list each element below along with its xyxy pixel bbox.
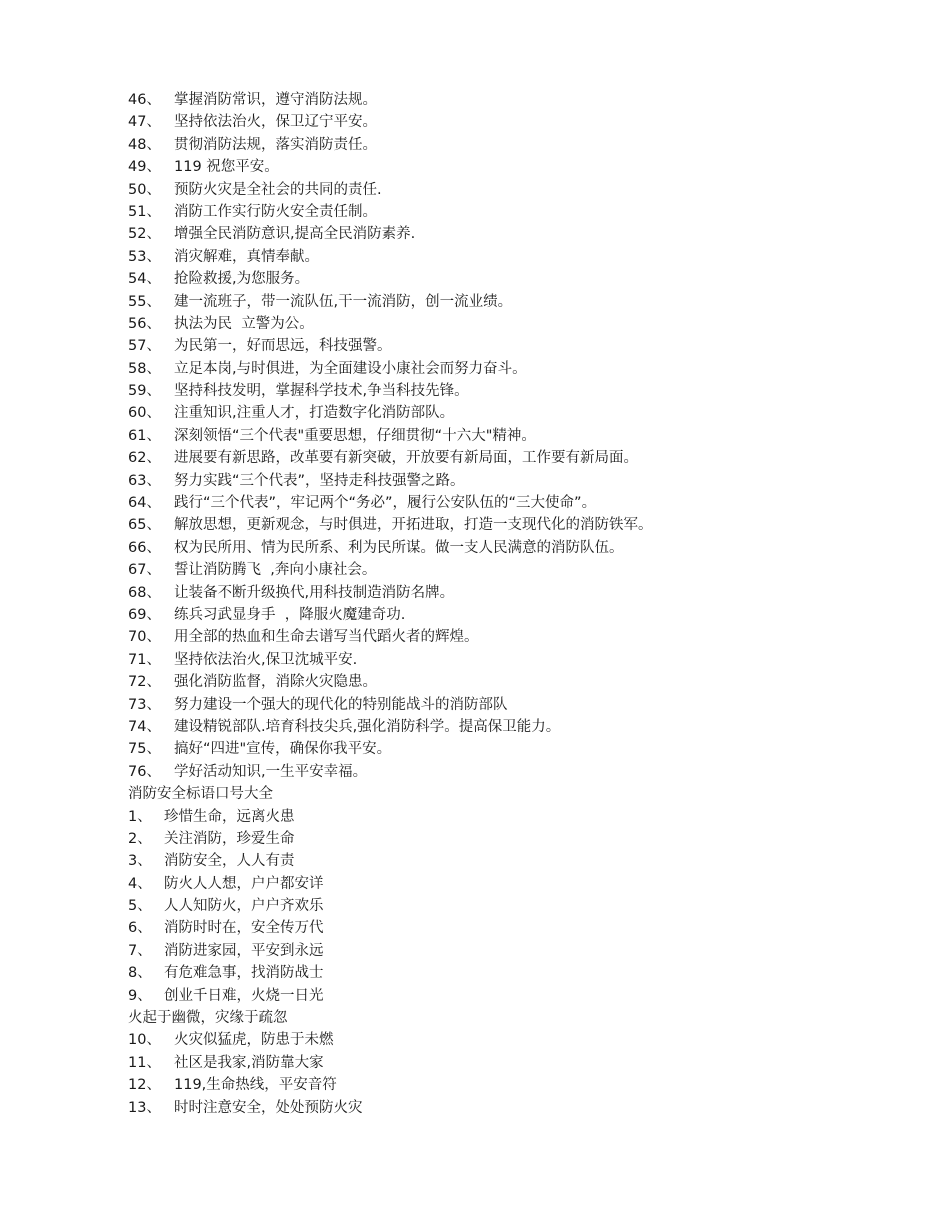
item-number: 55、 — [128, 293, 161, 310]
list-item — [128, 850, 888, 872]
item-number: 74、 — [128, 718, 161, 735]
item-text: 坚持依法治火,保卫沈城平安. — [174, 651, 358, 668]
item-number: 67、 — [128, 562, 161, 579]
list-item — [128, 335, 888, 357]
item-text: 搞好“四进"宣传，确保你我平安。 — [174, 741, 392, 758]
item-number: 10、 — [128, 1032, 161, 1049]
item-number: 68、 — [128, 584, 161, 601]
item-text: 权为民所用、情为民所系、利为民所谋。做一支人民满意的消防队伍。 — [174, 539, 624, 556]
item-text: 119,生命热线，平安音符 — [174, 1077, 337, 1094]
item-number: 62、 — [128, 450, 161, 467]
list-item — [128, 917, 888, 939]
item-text: 强化消防监督，消除火灾隐患。 — [174, 674, 377, 691]
item-text: 创业千日难，火烧一日光 — [164, 987, 324, 1004]
list-item — [128, 447, 888, 469]
item-number: 2、 — [128, 830, 152, 847]
item-number: 7、 — [128, 942, 152, 959]
item-number: 70、 — [128, 629, 161, 646]
item-number: 64、 — [128, 495, 161, 512]
list-item — [128, 291, 888, 313]
item-text: 建设精锐部队.培育科技尖兵,强化消防科学。提高保卫能力。 — [174, 718, 561, 735]
slogan-list-short — [128, 806, 888, 1008]
item-number: 60、 — [128, 405, 161, 422]
list-item — [128, 89, 888, 111]
item-text: 进展要有新思路，改革要有新突破，开放要有新局面，工作要有新局面。 — [174, 450, 638, 467]
item-number: 13、 — [128, 1099, 161, 1116]
item-number: 12、 — [128, 1077, 161, 1094]
item-text: 努力建设一个强大的现代化的特别能战斗的消防部队 — [174, 696, 508, 713]
list-item — [128, 985, 888, 1007]
list-item — [128, 806, 888, 828]
item-text: 消防进家园，平安到永远 — [164, 942, 324, 959]
item-number: 72、 — [128, 674, 161, 691]
list-item — [128, 179, 888, 201]
item-number: 56、 — [128, 315, 161, 332]
item-number: 66、 — [128, 539, 161, 556]
item-text: 坚持科技发明，掌握科学技术,争当科技先锋。 — [174, 383, 469, 400]
item-text: 践行“三个代表”，牢记两个“务必”，履行公安队伍的“三大使命”。 — [174, 495, 597, 512]
list-item — [128, 649, 888, 671]
item-text: 预防火灾是全社会的共同的责任. — [174, 181, 382, 198]
list-item — [128, 425, 888, 447]
item-number: 51、 — [128, 203, 161, 220]
list-item — [128, 537, 888, 559]
item-number: 1、 — [128, 808, 152, 825]
item-number: 53、 — [128, 248, 161, 265]
item-text: 火灾似猛虎，防患于未燃 — [174, 1032, 334, 1049]
item-text: 练兵习武显身手 ，降服火魔建奇功. — [174, 606, 406, 623]
item-text: 贯彻消防法规，落实消防责任。 — [174, 136, 377, 153]
item-number: 63、 — [128, 472, 161, 489]
list-item — [128, 246, 888, 268]
list-item — [128, 1074, 888, 1096]
item-number: 71、 — [128, 651, 161, 668]
item-text: 消防时时在，安全传万代 — [164, 920, 324, 937]
item-text: 有危难急事，找消防战士 — [164, 965, 324, 982]
list-item — [128, 738, 888, 760]
item-text: 珍惜生命，远离火患 — [164, 808, 295, 825]
item-text: 誓让消防腾飞 ,奔向小康社会。 — [174, 562, 377, 579]
list-item — [128, 873, 888, 895]
item-text: 社区是我家,消防靠大家 — [174, 1054, 324, 1071]
list-item — [128, 671, 888, 693]
item-text: 深刻领悟“三个代表"重要思想，仔细贯彻“十六大"精神。 — [174, 427, 536, 444]
item-text: 执法为民 立警为公。 — [174, 315, 314, 332]
list-item — [128, 492, 888, 514]
list-item — [128, 761, 888, 783]
item-number: 54、 — [128, 271, 161, 288]
item-number: 65、 — [128, 517, 161, 534]
item-number: 49、 — [128, 159, 161, 176]
item-number: 57、 — [128, 338, 161, 355]
list-item — [128, 895, 888, 917]
item-number: 61、 — [128, 427, 161, 444]
item-number: 52、 — [128, 226, 161, 243]
item-number: 4、 — [128, 875, 152, 892]
list-item — [128, 604, 888, 626]
list-item — [128, 111, 888, 133]
list-item — [128, 402, 888, 424]
item-number: 76、 — [128, 763, 161, 780]
item-text: 消防安全，人人有责 — [164, 853, 295, 870]
section-heading: 消防安全标语口号大全 — [128, 786, 273, 803]
item-number: 11、 — [128, 1054, 161, 1071]
list-item — [128, 313, 888, 335]
item-number: 47、 — [128, 114, 161, 131]
item-number: 69、 — [128, 606, 161, 623]
item-text: 掌握消防常识，遵守消防法规。 — [174, 92, 377, 108]
list-item — [128, 268, 888, 290]
list-item — [128, 626, 888, 648]
item-text: 用全部的热血和生命去谱写当代蹈火者的辉煌。 — [174, 629, 479, 646]
slogan-list-continued — [128, 89, 888, 783]
list-item — [128, 694, 888, 716]
item-text: 增强全民消防意识,提高全民消防素养. — [174, 226, 416, 243]
item-text: 消灾解难，真情奉献。 — [174, 248, 319, 265]
list-item — [128, 828, 888, 850]
list-item — [128, 962, 888, 984]
list-item — [128, 1029, 888, 1051]
item-number: 59、 — [128, 383, 161, 400]
list-item — [128, 940, 888, 962]
section-subheading: 火起于幽微，灾缘于疏忽 — [128, 1010, 288, 1027]
list-item — [128, 1097, 888, 1119]
item-text: 时时注意安全，处处预防火灾 — [174, 1099, 363, 1116]
slogan-list — [128, 89, 888, 1119]
list-item — [128, 380, 888, 402]
list-item — [128, 223, 888, 245]
item-number: 46、 — [128, 92, 161, 108]
item-text: 119 祝您平安。 — [174, 159, 279, 176]
item-number: 75、 — [128, 741, 161, 758]
item-number: 8、 — [128, 965, 152, 982]
item-text: 注重知识,注重人才，打造数字化消防部队。 — [174, 405, 455, 422]
list-item — [128, 156, 888, 178]
item-number: 6、 — [128, 920, 152, 937]
list-item — [128, 201, 888, 223]
list-item — [128, 1052, 888, 1074]
item-number: 73、 — [128, 696, 161, 713]
list-item — [128, 582, 888, 604]
list-item — [128, 716, 888, 738]
list-item — [128, 358, 888, 380]
item-text: 人人知防火，户户齐欢乐 — [164, 898, 324, 915]
item-number: 48、 — [128, 136, 161, 153]
item-text: 坚持依法治火，保卫辽宁平安。 — [174, 114, 377, 131]
item-text: 学好活动知识,一生平安幸福。 — [174, 763, 368, 780]
item-text: 为民第一，好而思远，科技强警。 — [174, 338, 392, 355]
item-text: 防火人人想，户户都安详 — [164, 875, 324, 892]
item-text: 立足本岗,与时俱进，为全面建设小康社会而努力奋斗。 — [174, 360, 527, 377]
item-text: 关注消防，珍爱生命 — [164, 830, 295, 847]
list-item — [128, 470, 888, 492]
list-item — [128, 134, 888, 156]
item-number: 9、 — [128, 987, 152, 1004]
item-text: 解放思想，更新观念，与时俱进，开拓进取，打造一支现代化的消防铁军。 — [174, 517, 653, 534]
item-text: 建一流班子，带一流队伍,干一流消防，创一流业绩。 — [174, 293, 513, 310]
item-text: 抢险救援,为您服务。 — [174, 271, 310, 288]
slogan-list-short-continued — [128, 1029, 888, 1119]
list-item — [128, 514, 888, 536]
item-number: 50、 — [128, 181, 161, 198]
item-number: 5、 — [128, 898, 152, 915]
item-text: 让装备不断升级换代,用科技制造消防名牌。 — [174, 584, 455, 601]
item-number: 3、 — [128, 853, 152, 870]
list-item — [128, 559, 888, 581]
item-text: 消防工作实行防火安全责任制。 — [174, 203, 377, 220]
item-number: 58、 — [128, 360, 161, 377]
item-text: 努力实践“三个代表”，坚持走科技强警之路。 — [174, 472, 465, 489]
